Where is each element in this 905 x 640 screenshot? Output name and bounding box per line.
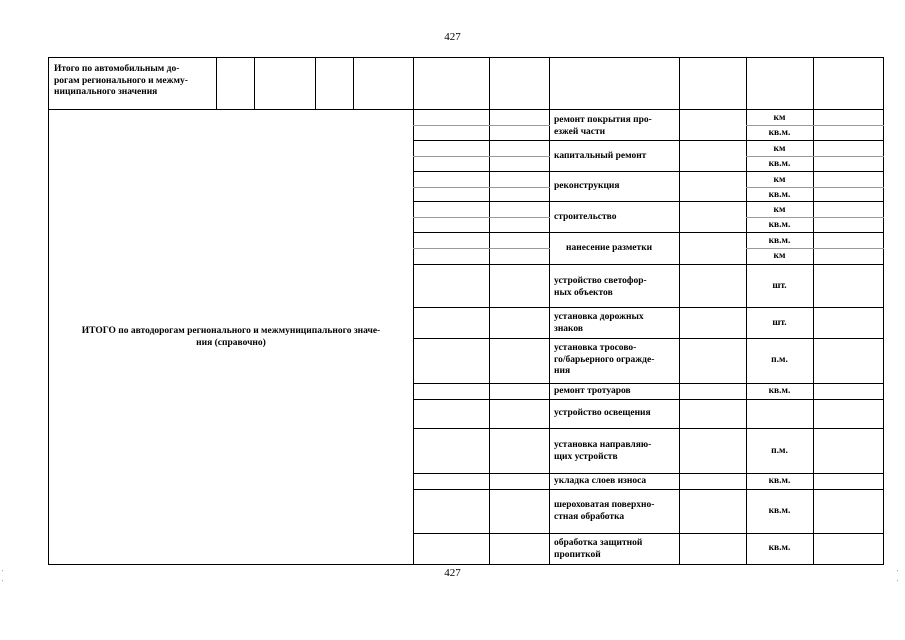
work-name-lighting: устройство освещения <box>554 408 651 418</box>
work-name-guide-devices: установка направляю- щих устройств <box>554 440 652 462</box>
work-name-protective-impregnation: обработка защитной пропиткой <box>554 538 643 560</box>
unit-cell: кв.м. <box>768 543 791 553</box>
work-name-wear-layers: укладка слоев износа <box>554 476 647 486</box>
unit-cell: км <box>773 144 786 154</box>
summary-label: ИТОГО по автодорогам регионального и межмуниципального значе- ния (справочно) <box>81 326 381 348</box>
work-name-capital-repair: капитальный ремонт <box>554 151 647 161</box>
header-row-label: Итого по автомобильным до- рогам регионального и межму- ниципального значения <box>54 64 188 97</box>
unit-cell: кв.м. <box>768 506 791 516</box>
work-name-surface-treatment: шероховатая поверхно- стная обработка <box>554 500 655 522</box>
work-name-road-signs: установка дорожных знаков <box>554 312 644 334</box>
page-number-bottom: 427 <box>444 567 461 579</box>
unit-cell: кв.м. <box>768 386 791 396</box>
unit-cell: п.м. <box>771 355 788 365</box>
work-name-barrier-fence: установка тросово- го/барьерного огражде- ния <box>554 343 655 376</box>
work-name-marking: нанесение разметки <box>566 243 653 253</box>
unit-cell: шт. <box>772 318 787 328</box>
scan-mark: ' <box>2 570 4 576</box>
unit-cell: кв.м. <box>768 128 791 138</box>
unit-cell: п.м. <box>771 446 788 456</box>
work-name-road-repair: ремонт покрытия про- езжей части <box>554 115 652 137</box>
unit-cell: км <box>773 251 786 261</box>
work-name-construction: строительство <box>554 212 617 222</box>
work-name-reconstruction: реконструкция <box>554 181 620 191</box>
unit-cell: км <box>773 113 786 123</box>
unit-cell: кв.м. <box>768 190 791 200</box>
page-number-top: 427 <box>444 31 461 43</box>
unit-cell: кв.м. <box>768 220 791 230</box>
unit-cell: км <box>773 205 786 215</box>
work-name-sidewalk-repair: ремонт тротуаров <box>554 386 631 396</box>
scan-mark: ' <box>897 580 899 586</box>
unit-cell: км <box>773 175 786 185</box>
unit-cell: шт. <box>772 281 787 291</box>
unit-cell: кв.м. <box>768 159 791 169</box>
scan-mark: ' <box>897 570 899 576</box>
unit-cell: кв.м. <box>768 236 791 246</box>
unit-cell: кв.м. <box>768 476 791 486</box>
scan-mark: ' <box>2 580 4 586</box>
work-name-traffic-lights: устройство светофор- ных объектов <box>554 276 647 298</box>
